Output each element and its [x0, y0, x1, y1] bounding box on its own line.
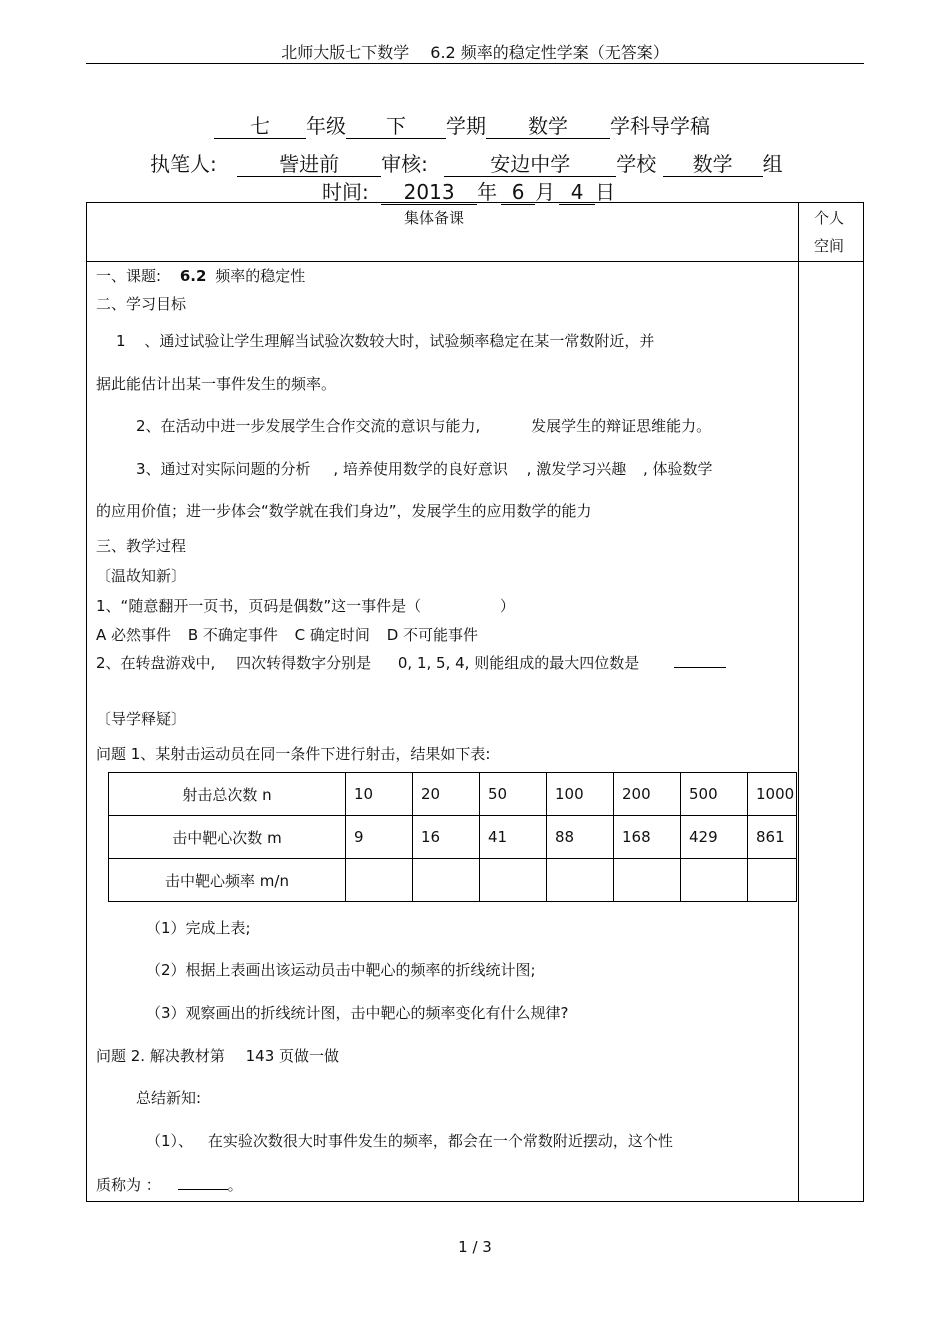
group-suffix: 组 [762, 152, 783, 176]
table-cell: 9 [346, 816, 413, 859]
shooting-table [108, 772, 797, 902]
summary-1-line-2 [96, 1174, 243, 1195]
table-cell-blank [614, 859, 681, 902]
question-1-text: 1、“随意翻开一页书，页码是偶数”这一事件是（ [96, 597, 422, 615]
table-cell: 50 [480, 773, 547, 816]
author-label: 执笔人: [150, 152, 217, 176]
table-cell: 88 [547, 816, 614, 859]
goal-3-line-1 [136, 458, 713, 479]
table-cell-blank [413, 859, 480, 902]
author-field: 訾进前 [237, 152, 381, 177]
table-cell: 1000 [748, 773, 797, 816]
table-cell: 100 [547, 773, 614, 816]
goal-3-line-2: 的应用价值；进一步体会“数学就在我们身边”，发展学生的应用数学的能力 [96, 502, 592, 520]
problem-2-text-b: 143 页做一做 [245, 1047, 340, 1065]
table-cell-blank [681, 859, 748, 902]
choice-c: C 确定时间 [294, 626, 370, 644]
goal-1-line-2: 据此能估计出某一事件发生的频率。 [96, 375, 337, 393]
question-1-close: ） [499, 597, 515, 615]
table-cell: 168 [614, 816, 681, 859]
running-header: 北师大版七下数学 6.2 频率的稳定性学案（无答案） [281, 43, 669, 62]
process-heading: 三、教学过程 [96, 537, 187, 555]
table-cell-blank [346, 859, 413, 902]
goal-3-text-a: 3、通过对实际问题的分析 [136, 460, 311, 478]
table-row [109, 816, 797, 859]
header-divider [86, 63, 864, 64]
reviewer-label: 审核: [381, 152, 428, 176]
problem-2-text-a: 问题 2. 解决教材第 [96, 1047, 225, 1065]
review-heading: 〔温故知新〕 [96, 567, 187, 585]
goal-2-line [136, 415, 711, 436]
row-label-total-shots: 射击总次数 n [109, 773, 346, 816]
table-cell-blank [748, 859, 797, 902]
time-line [322, 176, 615, 205]
sub-question-2: （2）根据上表画出该运动员击中靶心的频率的折线统计图; [146, 961, 536, 979]
goal-1-line-1 [116, 330, 654, 351]
author-line [150, 148, 783, 177]
question-1-choices [96, 624, 478, 645]
goals-heading: 二、学习目标 [96, 295, 187, 313]
summary-heading: 总结新知: [136, 1089, 202, 1107]
personal-space-heading-2: 空间 [814, 237, 845, 255]
problem-1: 问题 1、某射击运动员在同一条件下进行射击，结果如下表: [96, 745, 491, 763]
goal-2-text-a: 2、在活动中进一步发展学生合作交流的意识与能力, [136, 417, 481, 435]
grade-suffix: 年级 [306, 114, 346, 138]
summary-1-line-1 [146, 1130, 673, 1151]
table-cell: 16 [413, 816, 480, 859]
year-field: 2013 [381, 180, 477, 205]
guide-heading: 〔导学释疑〕 [96, 710, 187, 728]
time-label: 时间: [322, 180, 369, 204]
row-label-hits: 击中靶心次数 m [109, 816, 346, 859]
school-suffix: 学校 [616, 152, 657, 176]
page-number: 1 / 3 [458, 1238, 492, 1256]
table-row [109, 773, 797, 816]
goal-1-number: 1 [116, 332, 126, 350]
row-label-hit-frequency: 击中靶心频率 m/n [109, 859, 346, 902]
table-cell: 861 [748, 816, 797, 859]
school-field: 安边中学 [444, 152, 616, 177]
topic-text: 频率的稳定性 [215, 267, 306, 285]
topic-number: 6.2 [179, 267, 207, 285]
table-cell: 500 [681, 773, 748, 816]
day-field: 4 [559, 180, 595, 205]
question-2 [96, 652, 726, 673]
summary-1-answer-blank [178, 1189, 228, 1190]
personal-space-heading-1: 个人 [814, 209, 845, 227]
header-row-divider [86, 261, 863, 262]
collective-prep-heading: 集体备课 [404, 209, 465, 227]
term-suffix: 学期 [446, 114, 486, 138]
goal-3-text-c: , 激发学习兴趣 [526, 460, 627, 478]
subject-suffix: 学科导学稿 [610, 114, 710, 138]
goal-2-text-b: 发展学生的辩证思维能力。 [531, 417, 712, 435]
grade-field: 七 [214, 114, 306, 139]
goal-1-text: 、通过试验让学生理解当试验次数较大时，试验频率稳定在某一常数附近，并 [144, 332, 655, 350]
column-divider [798, 202, 799, 1201]
question-2-text-c: 0, 1, 5, 4, 则能组成的最大四位数是 [397, 654, 640, 672]
day-label: 日 [595, 180, 616, 204]
title-line [214, 110, 710, 139]
topic-line [96, 265, 305, 286]
summary-1-text-c: 质称为 ： [96, 1176, 161, 1194]
month-field: 6 [501, 180, 535, 205]
table-row [109, 859, 797, 902]
choice-a: A 必然事件 [96, 626, 172, 644]
question-2-answer-blank [674, 667, 726, 668]
table-cell: 10 [346, 773, 413, 816]
group-field: 数学 [663, 152, 763, 177]
table-cell: 41 [480, 816, 547, 859]
summary-1-text: 在实验次数很大时事件发生的频率，都会在一个常数附近摆动，这个性 [207, 1132, 673, 1150]
table-cell: 429 [681, 816, 748, 859]
term-field: 下 [346, 114, 446, 139]
question-2-text-b: 四次转得数字分别是 [236, 654, 372, 672]
choice-b: B 不确定事件 [187, 626, 278, 644]
question-2-text-a: 2、在转盘游戏中, [96, 654, 216, 672]
subject-field: 数学 [486, 114, 610, 139]
year-label: 年 [477, 180, 498, 204]
sub-question-1: （1）完成上表; [146, 919, 251, 937]
month-label: 月 [535, 180, 556, 204]
summary-1-end: 。 [227, 1176, 243, 1194]
sub-question-3: （3）观察画出的折线统计图，击中靶心的频率变化有什么规律? [146, 1004, 569, 1022]
question-1 [96, 595, 515, 616]
problem-2 [96, 1045, 339, 1066]
summary-1-number: （1）、 [146, 1132, 194, 1150]
table-cell: 20 [413, 773, 480, 816]
choice-d: D 不可能事件 [386, 626, 479, 644]
topic-label: 一、课题: [96, 267, 162, 285]
goal-3-text-d: , 体验数学 [642, 460, 713, 478]
table-cell-blank [480, 859, 547, 902]
table-cell-blank [547, 859, 614, 902]
table-cell: 200 [614, 773, 681, 816]
goal-3-text-b: , 培养使用数学的良好意识 [333, 460, 508, 478]
